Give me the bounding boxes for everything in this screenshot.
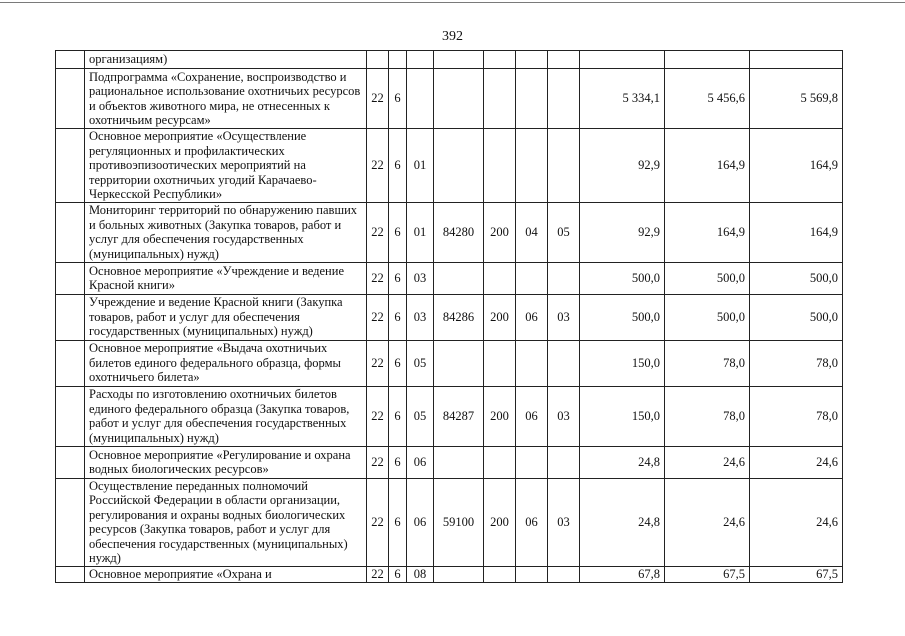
amount-year2-cell: 24,6 (665, 446, 750, 478)
amount-year1-cell: 24,8 (580, 478, 665, 566)
budget-table (55, 50, 843, 583)
subsection-code-cell: 03 (548, 386, 580, 446)
amount-year2-cell: 500,0 (665, 262, 750, 294)
item-name-cell: Учреждение и ведение Красной книги (Закупка товаров, работ и услуг для обеспечения государственных (муниципальных) нужд) (85, 294, 367, 340)
subprogram-code-cell: 6 (389, 294, 407, 340)
expense-type-cell (484, 129, 516, 203)
expense-type-cell (484, 262, 516, 294)
section-code-cell: 06 (516, 386, 548, 446)
section-code-cell (516, 69, 548, 129)
table-row (56, 294, 843, 340)
main-activity-code-cell: 05 (407, 386, 434, 446)
item-name-cell: Основное мероприятие «Осуществление регуляционных и профилактических противоэпизоотических мероприятий на территории охотничьих угодий Карачаево-Черкесской Республики» (85, 129, 367, 203)
table-row (56, 202, 843, 262)
subprogram-code-cell: 6 (389, 69, 407, 129)
amount-year2-cell (665, 51, 750, 69)
direction-code-cell: 84287 (434, 386, 484, 446)
direction-code-cell (434, 69, 484, 129)
section-code-cell: 04 (516, 202, 548, 262)
subsection-code-cell (548, 566, 580, 582)
direction-code-cell (434, 340, 484, 386)
amount-year3-cell: 5 569,8 (750, 69, 843, 129)
amount-year2-cell: 67,5 (665, 566, 750, 582)
subsection-code-cell: 03 (548, 478, 580, 566)
section-code-cell (516, 340, 548, 386)
amount-year2-cell: 500,0 (665, 294, 750, 340)
table-row (56, 51, 843, 69)
main-activity-code-cell: 05 (407, 340, 434, 386)
row-number-cell (56, 202, 85, 262)
scan-edge-line (0, 2, 905, 3)
item-name-cell: организациям) (85, 51, 367, 69)
table-body (56, 51, 843, 583)
amount-year1-cell: 500,0 (580, 262, 665, 294)
program-code-cell: 22 (367, 566, 389, 582)
item-name-cell: Основное мероприятие «Учреждение и ведение Красной книги» (85, 262, 367, 294)
amount-year1-cell (580, 51, 665, 69)
program-code-cell: 22 (367, 202, 389, 262)
amount-year3-cell: 164,9 (750, 129, 843, 203)
table-row (56, 69, 843, 129)
program-code-cell: 22 (367, 386, 389, 446)
amount-year2-cell: 164,9 (665, 129, 750, 203)
row-number-cell (56, 478, 85, 566)
table-row (56, 386, 843, 446)
subsection-code-cell (548, 340, 580, 386)
amount-year1-cell: 92,9 (580, 129, 665, 203)
section-code-cell (516, 566, 548, 582)
expense-type-cell (484, 69, 516, 129)
table-row (56, 446, 843, 478)
amount-year3-cell: 78,0 (750, 340, 843, 386)
expense-type-cell (484, 340, 516, 386)
section-code-cell (516, 129, 548, 203)
row-number-cell (56, 340, 85, 386)
table-row (56, 262, 843, 294)
main-activity-code-cell: 01 (407, 129, 434, 203)
program-code-cell: 22 (367, 294, 389, 340)
subsection-code-cell (548, 446, 580, 478)
item-name-cell: Основное мероприятие «Выдача охотничьих билетов единого федерального образца, формы охотничьего билета» (85, 340, 367, 386)
subprogram-code-cell: 6 (389, 129, 407, 203)
section-code-cell: 06 (516, 478, 548, 566)
expense-type-cell: 200 (484, 478, 516, 566)
amount-year3-cell: 24,6 (750, 478, 843, 566)
row-number-cell (56, 446, 85, 478)
item-name-cell: Мониторинг территорий по обнаружению павших и больных животных (Закупка товаров, работ и услуг для обеспечения государственных (муниципальных) нужд) (85, 202, 367, 262)
row-number-cell (56, 51, 85, 69)
amount-year3-cell: 500,0 (750, 262, 843, 294)
amount-year2-cell: 5 456,6 (665, 69, 750, 129)
subprogram-code-cell: 6 (389, 566, 407, 582)
amount-year3-cell: 78,0 (750, 386, 843, 446)
amount-year1-cell: 5 334,1 (580, 69, 665, 129)
program-code-cell: 22 (367, 478, 389, 566)
subprogram-code-cell: 6 (389, 478, 407, 566)
subprogram-code-cell: 6 (389, 340, 407, 386)
subsection-code-cell (548, 69, 580, 129)
subsection-code-cell (548, 129, 580, 203)
subsection-code-cell (548, 51, 580, 69)
section-code-cell: 06 (516, 294, 548, 340)
row-number-cell (56, 566, 85, 582)
item-name-cell: Осуществление переданных полномочий Российской Федерации в области организации, регулирования и охраны водных биологических ресурсов (Закупка товаров, работ и услуг для обеспечения государственных (муниципальных) нужд) (85, 478, 367, 566)
direction-code-cell (434, 129, 484, 203)
amount-year1-cell: 500,0 (580, 294, 665, 340)
program-code-cell: 22 (367, 262, 389, 294)
amount-year1-cell: 150,0 (580, 340, 665, 386)
section-code-cell (516, 262, 548, 294)
subprogram-code-cell: 6 (389, 386, 407, 446)
direction-code-cell: 59100 (434, 478, 484, 566)
expense-type-cell: 200 (484, 386, 516, 446)
section-code-cell (516, 51, 548, 69)
expense-type-cell: 200 (484, 202, 516, 262)
amount-year2-cell: 164,9 (665, 202, 750, 262)
row-number-cell (56, 129, 85, 203)
row-number-cell (56, 386, 85, 446)
row-number-cell (56, 69, 85, 129)
subprogram-code-cell: 6 (389, 202, 407, 262)
amount-year3-cell: 164,9 (750, 202, 843, 262)
section-code-cell (516, 446, 548, 478)
main-activity-code-cell: 03 (407, 262, 434, 294)
program-code-cell (367, 51, 389, 69)
amount-year1-cell: 92,9 (580, 202, 665, 262)
amount-year2-cell: 24,6 (665, 478, 750, 566)
item-name-cell: Подпрограмма «Сохранение, воспроизводство и рациональное использование охотничьих ресурсов и объектов животного мира, не отнесенных к охотничьим ресурсам» (85, 69, 367, 129)
main-activity-code-cell (407, 51, 434, 69)
subsection-code-cell (548, 262, 580, 294)
row-number-cell (56, 262, 85, 294)
main-activity-code-cell: 03 (407, 294, 434, 340)
amount-year3-cell (750, 51, 843, 69)
subprogram-code-cell (389, 51, 407, 69)
amount-year1-cell: 150,0 (580, 386, 665, 446)
program-code-cell: 22 (367, 69, 389, 129)
subprogram-code-cell: 6 (389, 262, 407, 294)
expense-type-cell (484, 446, 516, 478)
item-name-cell: Расходы по изготовлению охотничьих билетов единого федерального образца (Закупка товаров, работ и услуг для обеспечения государственных (муниципальных) нужд) (85, 386, 367, 446)
main-activity-code-cell (407, 69, 434, 129)
expense-type-cell (484, 566, 516, 582)
amount-year1-cell: 24,8 (580, 446, 665, 478)
table-row (56, 566, 843, 582)
amount-year3-cell: 500,0 (750, 294, 843, 340)
table-row (56, 340, 843, 386)
subprogram-code-cell: 6 (389, 446, 407, 478)
amount-year3-cell: 24,6 (750, 446, 843, 478)
table-row (56, 129, 843, 203)
amount-year3-cell: 67,5 (750, 566, 843, 582)
direction-code-cell (434, 446, 484, 478)
row-number-cell (56, 294, 85, 340)
table-row (56, 478, 843, 566)
main-activity-code-cell: 01 (407, 202, 434, 262)
item-name-cell: Основное мероприятие «Регулирование и охрана водных биологических ресурсов» (85, 446, 367, 478)
item-name-cell: Основное мероприятие «Охрана и (85, 566, 367, 582)
direction-code-cell (434, 566, 484, 582)
program-code-cell: 22 (367, 129, 389, 203)
direction-code-cell: 84286 (434, 294, 484, 340)
program-code-cell: 22 (367, 446, 389, 478)
subsection-code-cell: 03 (548, 294, 580, 340)
amount-year2-cell: 78,0 (665, 386, 750, 446)
expense-type-cell (484, 51, 516, 69)
page-number: 392 (442, 29, 463, 44)
amount-year2-cell: 78,0 (665, 340, 750, 386)
expense-type-cell: 200 (484, 294, 516, 340)
program-code-cell: 22 (367, 340, 389, 386)
amount-year1-cell: 67,8 (580, 566, 665, 582)
direction-code-cell (434, 262, 484, 294)
main-activity-code-cell: 06 (407, 446, 434, 478)
subsection-code-cell: 05 (548, 202, 580, 262)
direction-code-cell (434, 51, 484, 69)
main-activity-code-cell: 08 (407, 566, 434, 582)
direction-code-cell: 84280 (434, 202, 484, 262)
main-activity-code-cell: 06 (407, 478, 434, 566)
